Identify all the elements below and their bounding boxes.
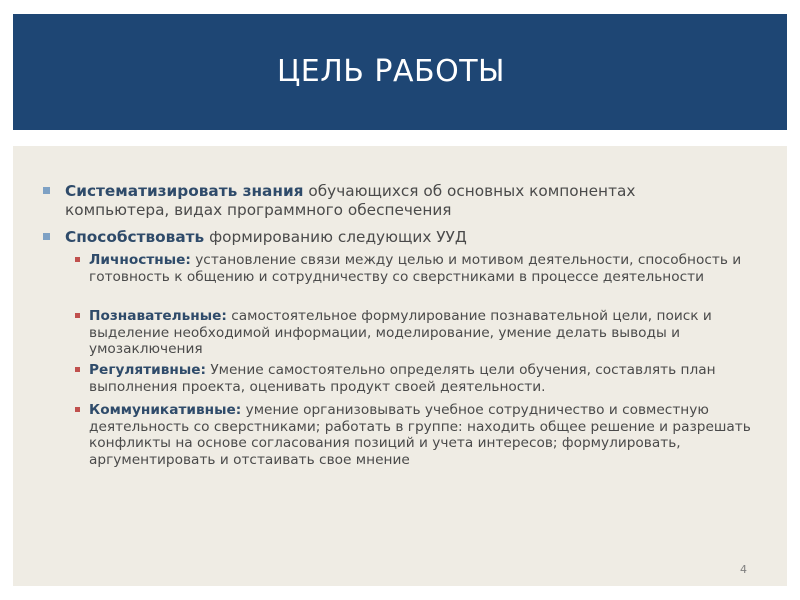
sub-list-item — [75, 402, 755, 468]
slide-title: ЦЕЛЬ РАБОТЫ — [277, 54, 506, 89]
subitem-text: установление связи между целью и мотивом деятельности, способность и готовность к общению и сотрудничеству со сверстниками в процессе деятельности — [89, 252, 742, 285]
item-bold: Способствовать — [65, 228, 205, 246]
square-bullet-icon — [75, 407, 80, 412]
square-bullet-icon — [75, 367, 80, 372]
subitem-bold: Познавательные: — [89, 308, 227, 324]
sub-list-item — [75, 252, 755, 285]
square-bullet-icon — [75, 257, 80, 262]
sub-list-item — [75, 308, 755, 358]
subitem-bold: Регулятивные: — [89, 362, 206, 378]
list-item — [43, 228, 733, 247]
content-area — [13, 146, 787, 586]
subitem-text: Умение самостоятельно определять цели обучения, составлять план выполнения проекта, оценивать продукт своей деятельности. — [89, 362, 716, 395]
subitem-bold: Личностные: — [89, 252, 191, 268]
item-text: обучающихся об основных компонентах компьютера, видах программного обеспечения — [65, 182, 636, 219]
subitem-text: умение организовывать учебное сотрудничество и совместную деятельность со сверстниками; работать в группе: находить общее решение и разрешать конфликты на основе согласования позиций и учета интересов; формулировать, аргументировать и отстаивать свое мнение — [89, 402, 751, 468]
square-bullet-icon — [43, 187, 50, 194]
item-bold: Систематизировать знания — [65, 182, 304, 200]
subitem-text: самостоятельное формулирование познавательной цели, поиск и выделение необходимой информации, моделирование, умение делать выводы и умозаключения — [89, 308, 712, 357]
sub-list-item — [75, 362, 755, 395]
item-text: формированию следующих УУД — [204, 228, 467, 246]
list-item — [43, 182, 733, 220]
subitem-bold: Коммуникативные: — [89, 402, 242, 418]
square-bullet-icon — [43, 233, 50, 240]
page-number: 4 — [740, 563, 747, 576]
square-bullet-icon — [75, 313, 80, 318]
